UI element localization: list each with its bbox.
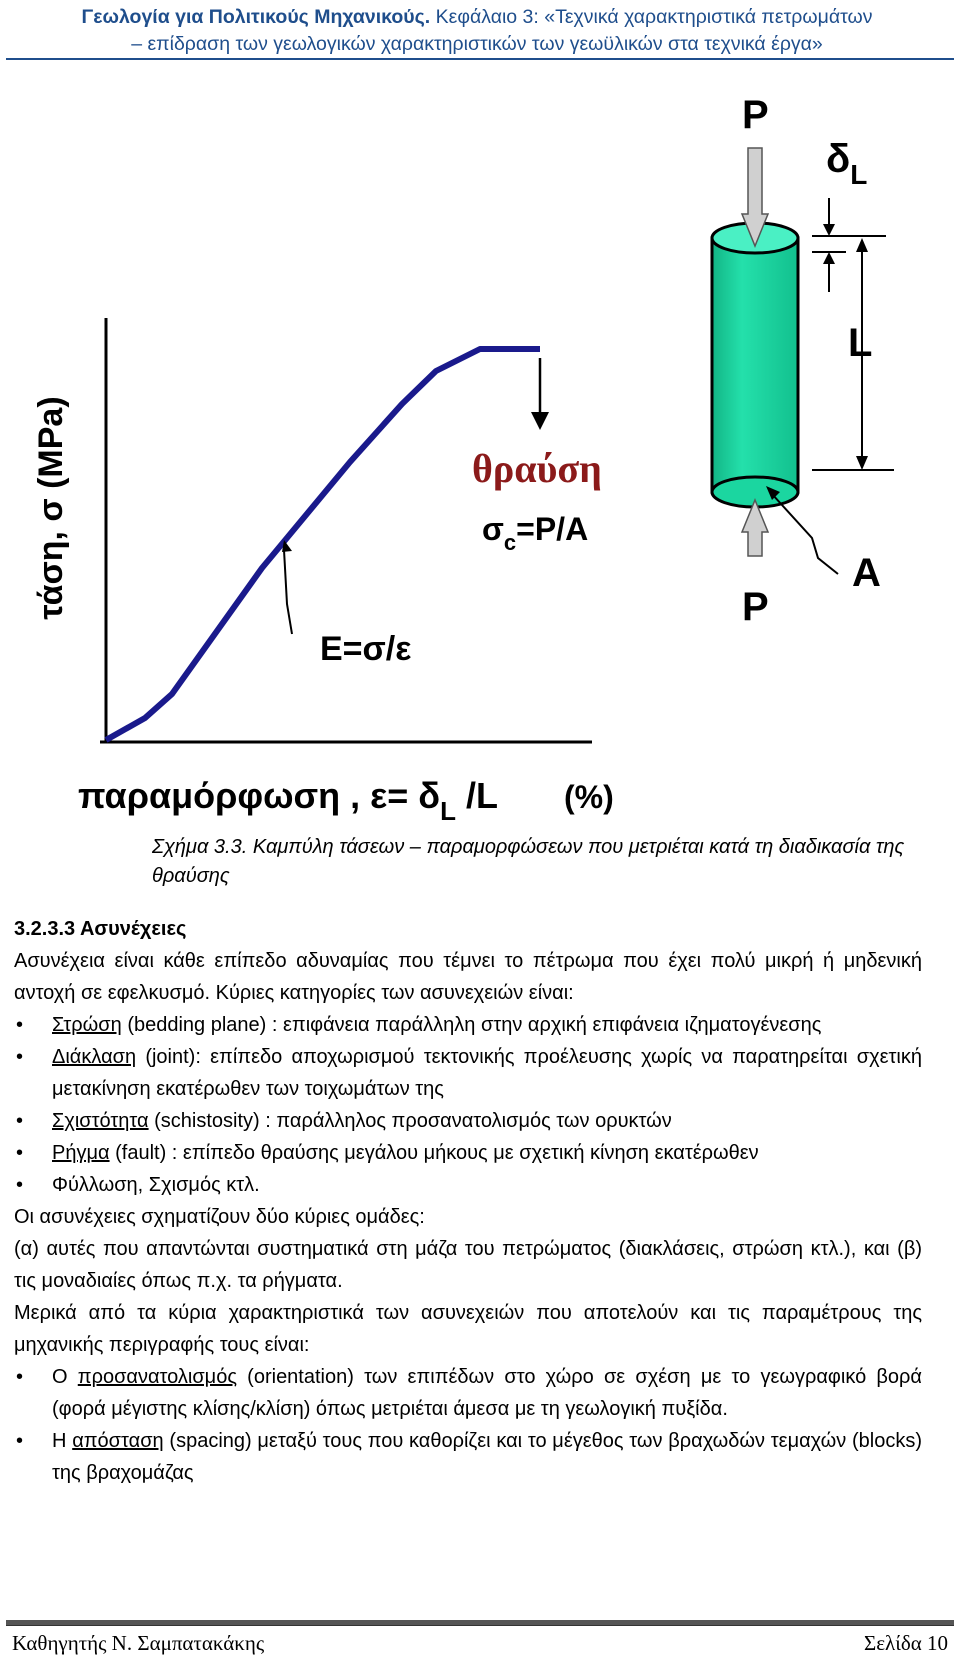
groups-text: (α) αυτές που απαντώνται συστηματικά στη μάζα του πετρώματος (διακλάσεις, στρώση κτλ.), και (β) τις μοναδιαίες όπως π.χ. τα ρήγματα. <box>14 1238 922 1292</box>
modulus-leader <box>284 550 292 634</box>
failure-label: θραύση <box>472 446 602 491</box>
list-item: • Ρήγμα (fault) : επίπεδο θραύσης μεγάλου μήκους με σχετική κίνηση εκατέρωθεν <box>14 1137 922 1169</box>
load-top-label: P <box>742 93 769 137</box>
specimen-cylinder <box>712 223 798 507</box>
section-content <box>14 913 922 1489</box>
failure-arrowhead <box>531 412 549 430</box>
header-subtitle: – επίδραση των γεωλογικών χαρακτηριστικών των γεωϋλικών στα τεχνικά έργα» <box>131 33 823 55</box>
load-bottom-label: P <box>742 585 769 629</box>
x-axis-label: παραμόρφωση , $\varepsilon= \delta_L$ /L <box>78 775 498 826</box>
header-rule <box>6 58 954 60</box>
strength-formula: $\sigma_c=P/A$ <box>482 511 589 555</box>
list-item: • Σχιστότητα (schistosity) : παράλληλος προσανατολισμός των ορυκτών <box>14 1105 922 1137</box>
parameters-list <box>14 1361 922 1489</box>
length-label: L <box>848 321 873 365</box>
y-axis-label: τάση, σ (MPa) <box>32 396 70 620</box>
header-chapter: Κεφάλαιο 3: «Τεχνικά χαρακτηριστικά πετρωμάτων <box>430 6 873 28</box>
area-leader <box>772 494 838 574</box>
modulus-label: E=σ/ε <box>320 630 412 668</box>
header-bold: Γεωλογία για Πολιτικούς Μηχανικούς. <box>81 6 431 28</box>
list-item: • Διάκλαση (joint): επίπεδο αποχωρισμού τεκτονικής προέλευσης χωρίς να παρατηρείται σχετική μετακίνηση εκατέρωθεν των τοιχωμάτων της <box>14 1041 922 1105</box>
bottom-load-arrow <box>742 500 768 556</box>
list-item: • Φύλλωση, Σχισμός κτλ. <box>14 1169 922 1201</box>
params-intro: Μερικά από τα κύρια χαρακτηριστικά των ασυνεχειών που αποτελούν και τις παραμέτρους της μηχανικής περιγραφής τους είναι: <box>14 1302 922 1356</box>
section-intro: Ασυνέχεια είναι κάθε επίπεδο αδυναμίας που τέμνει το πέτρωμα που έχει πολύ μικρή ή μηδενική αντοχή σε εφελκυσμό. Κύριες κατηγορίες των ασυνεχειών είναι: <box>14 950 922 1004</box>
length-arrowhead-bottom <box>856 456 868 470</box>
length-arrowhead-top <box>856 238 868 252</box>
footer-author: Καθηγητής Ν. Σαμπατακάκης <box>12 1631 265 1655</box>
section-heading: 3.2.3.3 Ασυνέχειες <box>14 918 187 940</box>
stress-strain-curve <box>106 349 540 740</box>
page-header <box>12 4 942 58</box>
page-number: Σελίδα 10 <box>863 1631 948 1655</box>
list-item: • Ο προσανατολισμός (orientation) των επιπέδων στο χώρο σε σχέση με το γεωγραφικό βορά (φορά μέγιστης κλίσης/κλίση) όπως μετριέται άμεσα με τη γεωλογική πυξίδα. <box>14 1361 922 1425</box>
list-item: • Η απόσταση (spacing) μεταξύ τους που καθορίζει και το μέγεθος των βραχωδών τεμαχών (blocks) της βραχομάζας <box>14 1425 922 1489</box>
x-axis-unit: (%) <box>564 779 614 815</box>
area-label: A <box>852 551 881 595</box>
delta-arrowhead-up <box>823 252 835 264</box>
delta-arrowhead-down <box>823 224 835 236</box>
delta-label: $\delta_L$ <box>826 137 868 190</box>
discontinuity-types-list <box>14 1009 922 1201</box>
figure-caption: Σχήμα 3.3. Καμπύλη τάσεων – παραμορφώσεων που μετριέται κατά τη διαδικασία της θραύσης <box>152 836 905 887</box>
list-item: • Στρώση (bedding plane) : επιφάνεια παράλληλη στην αρχική επιφάνεια ιζηματογένεσης <box>14 1009 922 1041</box>
groups-intro: Οι ασυνέχειες σχηματίζουν δύο κύριες ομάδες: <box>14 1206 425 1228</box>
stress-strain-figure <box>0 62 960 832</box>
footer-rule <box>6 1620 954 1626</box>
